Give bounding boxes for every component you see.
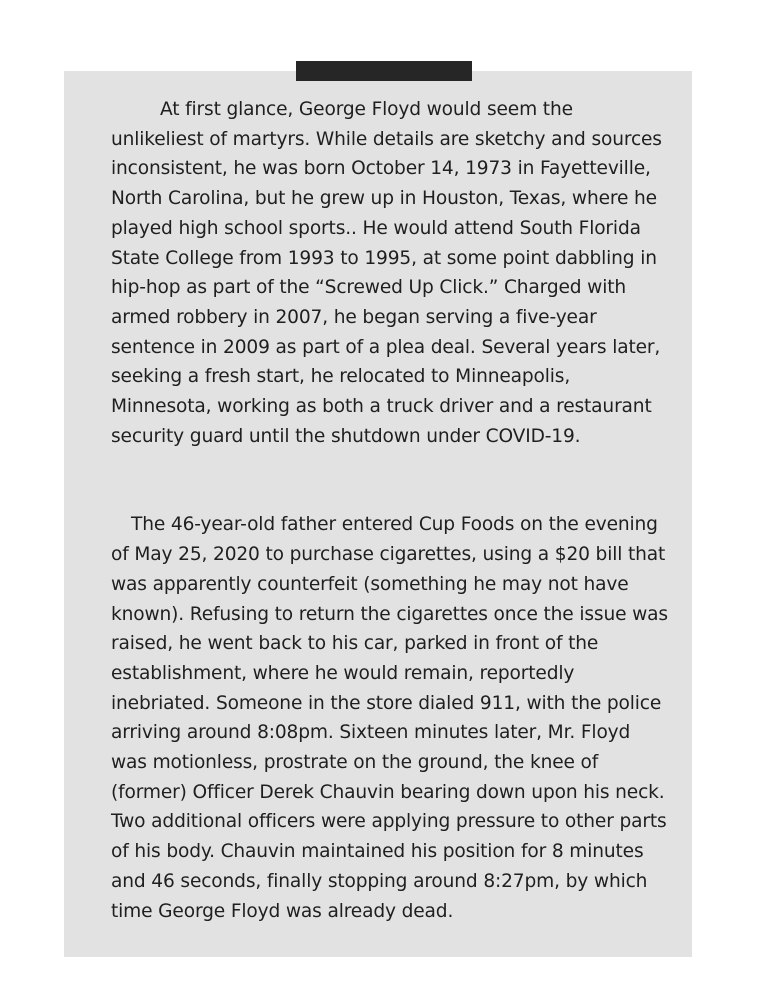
paragraph-2: The 46-year-old father entered Cup Foods on the evening of May 25, 2020 to purchase cigarettes, using a $20 bill that was apparently counterfeit (something he may not have known). Refusing to return the cigarettes once the issue was raised, he went back to his car, parked in front of the establishment, where he would remain, reportedly inebriated. Someone in the store dialed 911, with the police arriving around 8:08pm. Sixteen minutes later, Mr. Floyd was motionless, prostrate on the ground, the knee of (former) Officer Derek Chauvin bearing down upon his neck. Two additional officers were applying pressure to other parts of his body. Chauvin maintained his position for 8 minutes and 46 seconds, finally stopping around 8:27pm, by which time George Floyd was already dead. [111, 514, 668, 922]
article-body [111, 95, 671, 926]
top-tab-bar [296, 61, 472, 81]
paragraph-1: At first glance, George Floyd would seem the unlikeliest of martyrs. While details are sketchy and sources inconsistent, he was born October 14, 1973 in Fayetteville, North Carolina, but he grew up in Houston, Texas, where he played high school sports.. He would attend South Florida State College from 1993 to 1995, at some point dabbling in hip-hop as part of the “Screwed Up Click.” Charged with armed robbery in 2007, he began serving a five-year sentence in 2009 as part of a plea deal. Several years later, seeking a fresh start, he relocated to Minneapolis, Minnesota, working as both a truck driver and a restaurant security guard until the shutdown under COVID-19. [111, 99, 662, 447]
